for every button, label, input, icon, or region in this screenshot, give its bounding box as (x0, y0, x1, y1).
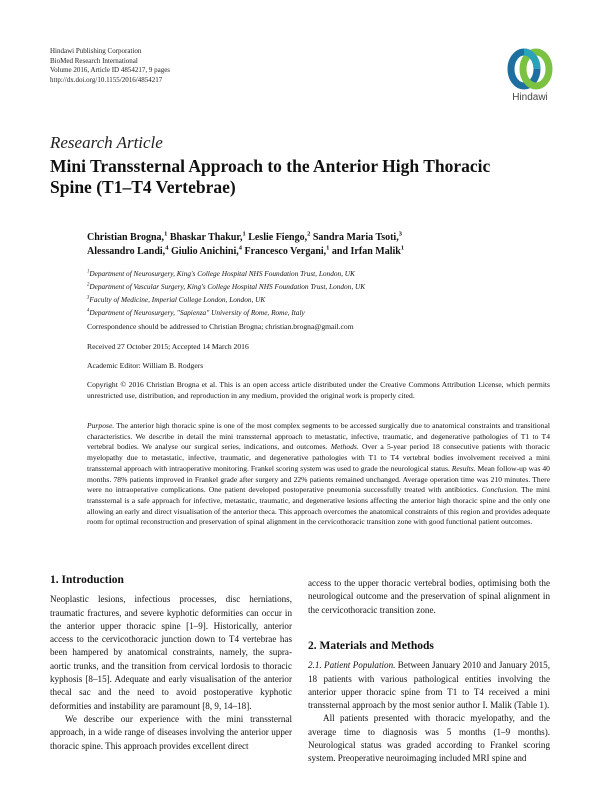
paragraph: We describe our experience with the mini transsternal approach, in a wide range of diseases involving the anterior upper thoracic spine. This approach provides excellent direct (50, 713, 292, 751)
abstract-label: Conclusion. (481, 485, 519, 495)
right-column (308, 640, 550, 766)
affiliation: $^1$Department of Neurosurgery, King's College Hospital NHS Foundation Trust, London, UK (87, 269, 355, 278)
author: Bhaskar Thakur,$^1$ (169, 230, 246, 243)
article-title: Mini Transsternal Approach to the Anterior High Thoracic Spine (T1–T4 Vertebrae) (50, 156, 491, 197)
abstract: Purpose. The anterior high thoracic spine is one of the most complex segments to be accessed surgically due to anatomical constraints and transitional characteristics. We describe in detail the mini transsternal approach to metastatic, infective, traumatic, and degenerative pathologies of T1 to T4 vertebral bodies. We analyse our surgical series, indications, and outcomes. Methods. Over a 5-year period 18 consecutive patients with thoracic myelopathy due to metastatic, infective, traumatic, and degenerative pathologies with T1 to T4 vertebral bodies involvement received a mini transsternal approach with intraoperative monitoring. Frankel scoring system was used to grade the neurological status. Results. Mean follow-up was 40 months. 78% patients improved in Frankel grade after surgery and 22% patients remained unchanged. Average operation time was 210 minutes. There were no intraoperative complications. One patient developed postoperative pneumonia successfully treated with antibiotics. Conclusion. The mini transsternal is a safe approach for infective, metastatic, traumatic, and degenerative lesions affecting the anterior high thoracic spine and the only one allowing an early and direct visualisation of the anterior theca. This approach overcomes the anatomical constraints of this region and provides adequate room for optimal reconstruction and preservation of spinal alignment in the cervicothoracic transition zone with good functional patient outcomes. (87, 421, 551, 527)
author: Francesco Vergani,$^1$ (244, 244, 330, 257)
copyright: Copyright © 2016 Christian Brogna et al. This is an open access article distributed under the Creative Commons Attribution License, which permits unrestricted use, distribution, and reproduction in any medium, provided the original work is properly cited. (87, 380, 550, 400)
paragraph: 2.1. Patient Population. Between January 2010 and January 2015, 18 patients with various pathological entities involving the anterior upper thoracic spine from T1 to T4 received a mini transsternal approach by the most senior author I. Malik (Table 1). (308, 660, 550, 711)
paragraph-continuation: access to the upper thoracic vertebral bodies, optimising both the neurological outcome and the preservation of spinal alignment in the cervicothoracic transition zone. (308, 578, 550, 615)
affiliation: $^2$Department of Vascular Surgery, King's College Hospital NHS Foundation Trust, London, UK (87, 282, 366, 291)
abstract-label: Results. (451, 463, 476, 473)
paragraph: Neoplastic lesions, infectious processes, disc herniations, traumatic fractures, and severe kyphotic deformities can occur in the anterior upper thoracic spine [1–9]. Historically, anterior access to the cervicothoracic junction down to T4 vertebrae has been hampered by anatomical constraints, namely, the supra-aortic trunks, and the transition from cervical lordosis to thoracic kyphosis [8–15]. Adequate and early visualisation of the anterior thecal sac and the need to avoid postoperative kyphotic deformities and instability are paramount [8, 9, 14–18]. (50, 594, 292, 711)
author-list (87, 231, 547, 259)
author: Leslie Fiengo,$^2$ (248, 230, 311, 243)
doi-link[interactable]: http://dx.doi.org/10.1155/2016/4854217 (50, 75, 163, 84)
article-type: Research Article (50, 133, 163, 152)
author: Christian Brogna,$^1$ (87, 230, 168, 243)
publisher: Hindawi Publishing Corporation (50, 47, 142, 55)
author: Alessandro Landi,$^4$ (87, 244, 169, 257)
affiliations (87, 267, 365, 319)
author: Giulio Anichini,$^4$ (170, 244, 242, 257)
dates: Received 27 October 2015; Accepted 14 March 2016 (87, 342, 249, 351)
hindawi-logo (505, 48, 555, 108)
section-heading: 2. Materials and Methods (308, 640, 434, 652)
hindawi-rings-icon (505, 48, 555, 92)
journal-name: BioMed Research International (50, 56, 138, 65)
academic-editor: Academic Editor: William B. Rodgers (87, 361, 204, 370)
logo-text: Hindawi (512, 92, 548, 103)
journal-header (50, 47, 170, 85)
affiliation: $^4$Department of Neurosurgery, "Sapienza" University of Rome, Rome, Italy (87, 308, 305, 317)
author: Sandra Maria Tsoti,$^3$ (312, 230, 402, 243)
left-column (50, 574, 292, 753)
section-heading: 1. Introduction (50, 574, 124, 586)
affiliation: $^3$Faculty of Medicine, Imperial College London, London, UK (87, 295, 266, 304)
author: and Irfan Malik$^1$ (331, 244, 405, 257)
abstract-label: Methods. (330, 442, 359, 452)
correspondence: Correspondence should be addressed to Christian Brogna; christian.brogna@gmail.com (87, 322, 354, 331)
abstract-label: Purpose. (87, 421, 115, 430)
volume-info: Volume 2016, Article ID 4854217, 9 pages (50, 66, 171, 75)
paragraph: All patients presented with thoracic myelopathy, and the average time to diagnosis was 5 months (1–9 months). Neurological status was graded according to Frankel scoring system. Preoperative neuroimaging included MRI spine and (308, 713, 550, 764)
